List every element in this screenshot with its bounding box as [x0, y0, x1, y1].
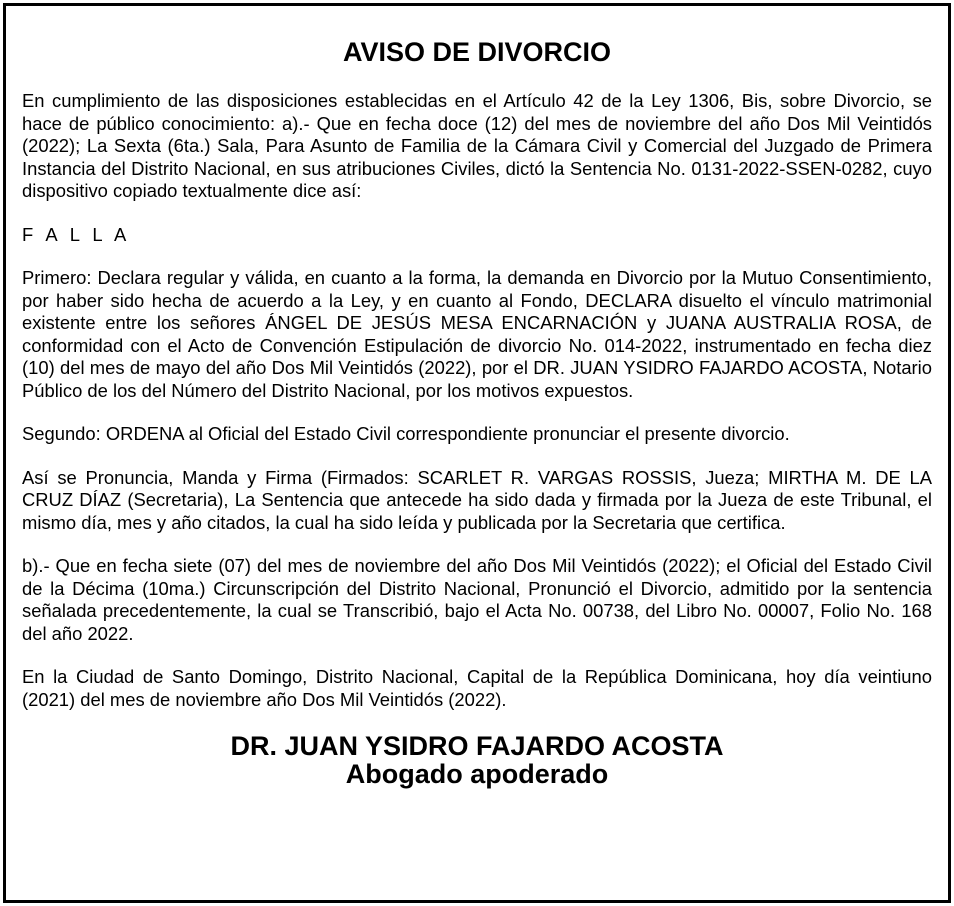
intro-paragraph: En cumplimiento de las disposiciones establecidas en el Artículo 42 de la Ley 1306, Bis, sobre Divorcio, se hace de público conocimiento: a).- Que en fecha doce (12) del mes de noviembre del año Dos Mil Veintidós (2022); La Sexta (6ta.) Sala, Para Asunto de Familia de la Cámara Civil y Comercial del Juzgado de Primera Instancia del Distrito Nacional, en sus atribuciones Civiles, dictó la Sentencia No. 0131-2022-SSEN-0282, cuyo dispositivo copiado textualmente dice así:	[22, 90, 932, 201]
signature-role: Abogado apoderado	[345, 759, 609, 789]
closing-paragraph: En la Ciudad de Santo Domingo, Distrito Nacional, Capital de la República Dominicana, hoy día veintiuno (2021) del mes de noviembre año Dos Mil Veintidós (2022).	[22, 666, 932, 710]
falla-heading: F A L L A	[22, 223, 131, 245]
signature-name: DR. JUAN YSIDRO FAJARDO ACOSTA	[230, 731, 724, 761]
notice-title: AVISO DE DIVORCIO	[342, 37, 612, 67]
notice-frame	[3, 3, 951, 903]
firma-paragraph: Así se Pronuncia, Manda y Firma (Firmados: SCARLET R. VARGAS ROSSIS, Jueza; MIRTHA M. DE LA CRUZ DÍAZ (Secretaria), La Sentencia que antecede ha sido dada y firmada por la Jueza de este Tribunal, el mismo día, mes y año citados, la cual ha sido leída y publicada por la Secretaria que certifica.	[22, 466, 932, 533]
notice-content	[22, 36, 932, 788]
section-b-paragraph: b).- Que en fecha siete (07) del mes de noviembre del año Dos Mil Veintidós (2022); el Oficial del Estado Civil de la Décima (10ma.) Circunscripción del Distrito Nacional, Pronunció el Divorcio, admitido por la sentencia señalada precedentemente, la cual se Transcribió, bajo el Acta No. 00738, del Libro No. 00007, Folio No. 168 del año 2022.	[22, 555, 932, 644]
primero-paragraph: Primero: Declara regular y válida, en cuanto a la forma, la demanda en Divorcio por la Mutuo Consentimiento, por haber sido hecha de acuerdo a la Ley, y en cuanto al Fondo, DECLARA disuelto el vínculo matrimonial existente entre los señores ÁNGEL DE JESÚS MESA ENCARNACIÓN y JUANA AUSTRALIA ROSA, de conformidad con el Acto de Convención Estipulación de divorcio No. 014-2022, instrumentado en fecha diez (10) del mes de mayo del año Dos Mil Veintidós (2022), por el DR. JUAN YSIDRO FAJARDO ACOSTA, Notario Público de los del Número del Distrito Nacional, por los motivos expuestos.	[22, 267, 932, 401]
segundo-paragraph: Segundo: ORDENA al Oficial del Estado Civil correspondiente pronunciar el presente divorcio.	[22, 423, 790, 444]
